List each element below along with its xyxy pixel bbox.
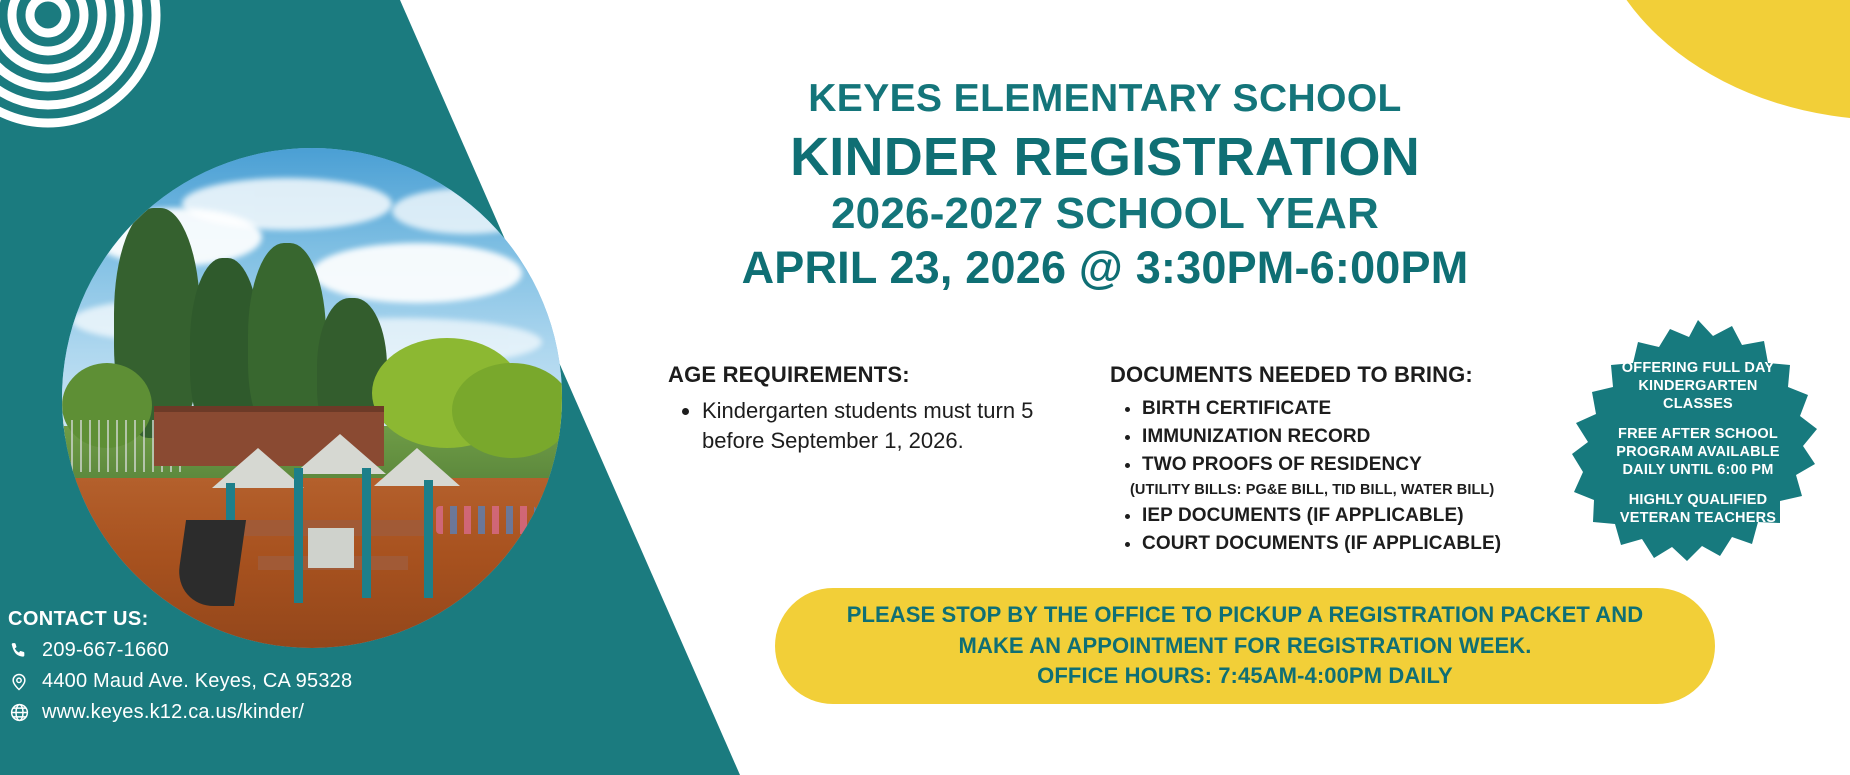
age-requirements-title: AGE REQUIREMENTS: <box>668 362 910 387</box>
age-requirements-block <box>668 362 1098 455</box>
play-structure-post <box>294 468 303 603</box>
globe-icon <box>8 702 30 724</box>
play-structure-post <box>424 480 433 598</box>
cta-line: OFFICE HOURS: 7:45AM-4:00PM DAILY <box>1037 663 1453 689</box>
school-name-heading: KEYES ELEMENTARY SCHOOL <box>808 77 1402 120</box>
list-item <box>1130 451 1530 502</box>
badge-line: OFFERING FULL DAY KINDERGARTEN CLASSES <box>1621 360 1775 412</box>
call-to-action-banner <box>775 588 1715 704</box>
map-pin-icon <box>8 671 30 693</box>
cloud <box>392 188 542 234</box>
list-item: • BIRTH CERTIFICATE <box>1142 395 1530 423</box>
features-badge-text <box>1572 318 1824 570</box>
documents-needed-title: DOCUMENTS NEEDED TO BRING: <box>1110 362 1473 387</box>
features-badge <box>1572 318 1824 570</box>
contact-block <box>8 608 478 732</box>
playground-photo <box>62 148 562 648</box>
cta-line: PLEASE STOP BY THE OFFICE TO PICKUP A REGISTRATION PACKET AND <box>846 602 1644 628</box>
age-requirements-list <box>668 396 1098 455</box>
list-item: • IMMUNIZATION RECORD <box>1142 423 1530 451</box>
event-date-heading: APRIL 23, 2026 @ 3:30PM-6:00PM <box>741 241 1469 293</box>
concentric-arcs-decoration <box>0 0 208 130</box>
bush <box>452 363 562 458</box>
yellow-blob-decoration <box>1590 0 1850 120</box>
play-panel <box>308 528 354 568</box>
residency-note: (UTILITY BILLS: PG&E BILL, TID BILL, WATER BILL) <box>1130 482 1495 499</box>
children-in-background <box>436 506 536 534</box>
badge-line: HIGHLY QUALIFIED VETERAN TEACHERS <box>1619 492 1777 527</box>
list-item: • Kindergarten students must turn 5 before September 1, 2026. <box>702 396 1098 455</box>
list-item-label: TWO PROOFS OF RESIDENCY <box>1142 454 1422 476</box>
contact-address-row <box>8 670 478 693</box>
contact-website-row <box>8 701 478 724</box>
cloud <box>182 178 392 230</box>
contact-phone-row <box>8 639 478 662</box>
cta-line: MAKE AN APPOINTMENT FOR REGISTRATION WEEK. <box>958 632 1532 658</box>
contact-website[interactable]: www.keyes.k12.ca.us/kinder/ <box>42 701 305 723</box>
cloud <box>312 243 522 303</box>
documents-needed-block <box>1110 362 1530 558</box>
school-year-heading: 2026-2027 SCHOOL YEAR <box>831 189 1379 239</box>
contact-phone[interactable]: 209-667-1660 <box>42 639 169 661</box>
list-item: • IEP DOCUMENTS (IF APPLICABLE) <box>1142 502 1530 530</box>
headings-block <box>640 78 1570 294</box>
photo-illustration <box>62 148 562 648</box>
contact-title: CONTACT US: <box>8 608 149 630</box>
badge-line: FREE AFTER SCHOOL PROGRAM AVAILABLE DAILY UNTIL 6:00 PM <box>1616 426 1780 478</box>
documents-needed-list <box>1110 395 1530 558</box>
list-item: • COURT DOCUMENTS (IF APPLICABLE) <box>1142 530 1530 558</box>
contact-address: 4400 Maud Ave. Keyes, CA 95328 <box>42 670 353 692</box>
event-title-heading: KINDER REGISTRATION <box>790 126 1420 187</box>
play-structure-post <box>362 468 371 598</box>
phone-icon <box>8 640 30 662</box>
